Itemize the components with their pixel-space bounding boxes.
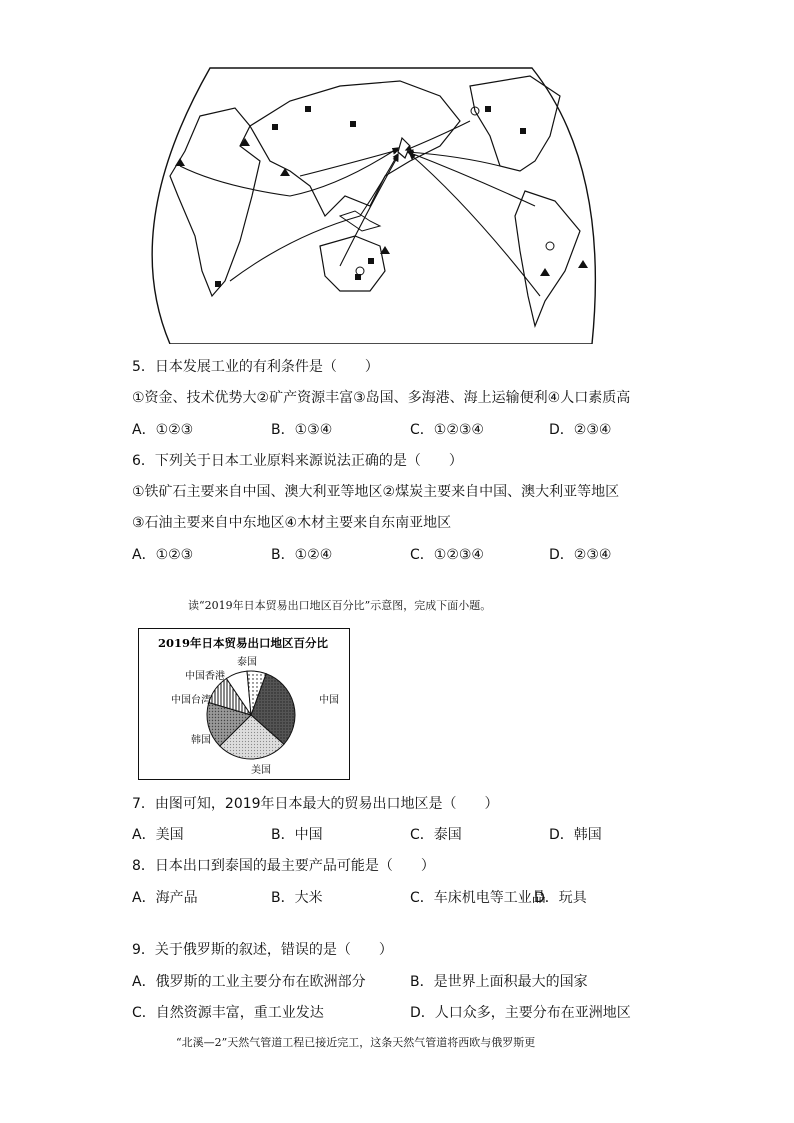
q9-options-row1: [132, 973, 652, 991]
q6-statements-line2: ③石油主要来自中东地区④木材主要来自东南亚地区: [132, 515, 452, 531]
q6-option-b[interactable]: B．①②④: [271, 547, 333, 563]
q5-option-c[interactable]: C．①②③④: [410, 422, 484, 438]
pie-chart-svg: [139, 629, 348, 778]
pie-label-5: 中国香港: [185, 671, 225, 682]
q5-option-d[interactable]: D．②③④: [549, 422, 612, 438]
q7-option-a[interactable]: A．美国: [132, 827, 184, 843]
q7-stem: 7．由图可知，2019年日本最大的贸易出口地区是（ ）: [132, 796, 499, 812]
q6-options: [132, 546, 652, 564]
q8-option-a[interactable]: A．海产品: [132, 890, 198, 906]
q5-option-b[interactable]: B．①③④: [271, 422, 333, 438]
q6-option-c[interactable]: C．①②③④: [410, 547, 484, 563]
q7-options: [132, 826, 652, 844]
q9-stem: 9．关于俄罗斯的叙述，错误的是（ ）: [132, 942, 393, 958]
chart-intro: 读“2019年日本贸易出口地区百分比”示意图，完成下面小题。: [188, 599, 492, 612]
world-trade-map: [140, 66, 604, 344]
pie-label-3: 韩国: [191, 735, 211, 746]
pie-label-6: 泰国: [237, 657, 257, 668]
pie-label-1: 中国: [319, 695, 339, 706]
q7-option-d[interactable]: D．韩国: [549, 827, 602, 843]
q8-option-c[interactable]: C．车床机电等工业品: [410, 890, 546, 906]
q6-stem: 6．下列关于日本工业原料来源说法正确的是（ ）: [132, 453, 463, 469]
q9-options-row2: [132, 1004, 652, 1022]
q9-option-b[interactable]: B．是世界上面积最大的国家: [410, 974, 588, 990]
q9-option-a[interactable]: A．俄罗斯的工业主要分布在欧洲部分: [132, 974, 366, 990]
q6-option-d[interactable]: D．②③④: [549, 547, 612, 563]
q9-option-d[interactable]: D．人口众多，主要分布在亚洲地区: [410, 1005, 631, 1021]
pie-label-4: 中国台湾: [171, 695, 211, 706]
export-pie-chart: [138, 628, 350, 780]
q6-statements-line1: ①铁矿石主要来自中国、澳大利亚等地区②煤炭主要来自中国、澳大利亚等地区: [132, 484, 620, 500]
q8-stem: 8．日本出口到泰国的最主要产品可能是（ ）: [132, 858, 435, 874]
q7-option-b[interactable]: B．中国: [271, 827, 323, 843]
q9-option-c[interactable]: C．自然资源丰富，重工业发达: [132, 1005, 324, 1021]
q6-option-a[interactable]: A．①②③: [132, 547, 194, 563]
q5-stem: 5．日本发展工业的有利条件是（ ）: [132, 359, 379, 375]
pie-label-2: 美国: [251, 765, 271, 776]
q5-options: [132, 421, 652, 439]
q8-options: [132, 889, 652, 907]
q8-option-b[interactable]: B．大米: [271, 890, 323, 906]
next-intro: “北溪—2”天然气管道工程已接近完工，这条天然气管道将西欧与俄罗斯更: [176, 1036, 536, 1049]
q5-statements: ①资金、技术优势大②矿产资源丰富③岛国、多海港、海上运输便利④人口素质高: [132, 390, 631, 406]
q7-option-c[interactable]: C．泰国: [410, 827, 462, 843]
world-map-figure: [140, 66, 604, 344]
q8-option-d[interactable]: D．玩具: [534, 890, 587, 906]
chart-title: 2019年日本贸易出口地区百分比: [157, 636, 329, 650]
q5-option-a[interactable]: A．①②③: [132, 422, 194, 438]
